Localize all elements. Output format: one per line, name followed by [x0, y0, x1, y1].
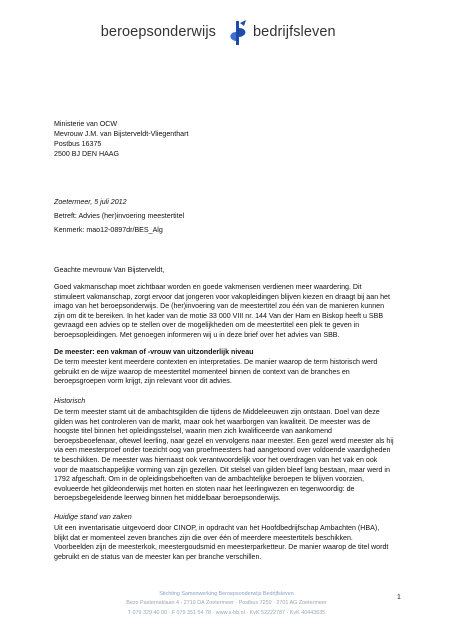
paragraph-line: hoogste titel binnen het opleidingsstelsel, waarin men zich kwalificeerde van aankomend: [54, 427, 333, 436]
letterhead-logo: [0, 24, 453, 50]
paragraph-line: beroepsbeoefenaar, oftewel leerling, naar gezel en vervolgens naar meester. Een gezel werd meester als hij: [54, 436, 394, 445]
paragraph-line: gebruikt en de wijze waarop de meestertitel momenteel binnen de context van de branches en: [54, 367, 350, 376]
paragraph-line: 1792 afgeschaft. Om in de opleidingsbehoeften van de ambachtelijke beroepen te blijven voorzien,: [54, 475, 364, 484]
section-paragraph: [54, 524, 416, 562]
section-paragraph: [54, 358, 416, 387]
paragraph-line: zijn om dit te bereiken. In het kader van de motie 33 000 VIII nr. 144 Van der Ham en Biskop heeft u SBB: [54, 311, 384, 320]
paragraph-line: voor de maatschappelijke vorming van zijn gezellen. Dit stelsel van gilden bleef lang bestaan, maar werd in: [54, 465, 390, 474]
page-number: 1: [397, 594, 401, 601]
section-heading: De meester: een vakman of -vrouw van uitzonderlijk niveau: [54, 348, 254, 356]
address-line: 2500 BJ DEN HAAG: [54, 150, 120, 158]
letter-reference: Kenmerk: mao12-0897dr/BES_Alg: [54, 226, 163, 234]
paragraph-line: Goed vakmanschap moet zichtbaar worden en goede vakmensen verdienen meer waardering. Dit: [54, 283, 362, 291]
paragraph-line: Uit een inventarisatie uitgevoerd door CINOP, in opdracht van het Hoofdbedrijfschap Ambachten (HBA),: [54, 524, 380, 532]
paragraph-line: stimuleert vakmanschap, zorgt ervoor dat jongeren voor vakopleidingen blijven kiezen en draagt bij aan het: [54, 292, 390, 301]
address-line: Postbus 16375: [54, 140, 102, 148]
footer-contact: T 079 329 40 00 · F 079 351 54 78 · www.s-bb.nl · KvK 52222787 · KvK 40443635: [127, 609, 326, 616]
paragraph-line: beroepsgroepen vorm krijgt, zijn relevant voor dit advies.: [54, 377, 232, 386]
paragraph-line: evolueerde het gildeonderwijs met horten en stoten naar het leerlingwezen en tegenwoordig: de: [54, 484, 355, 493]
paragraph-line: De term meester stamt uit de ambachtsgilden die tijdens de Middeleeuwen zijn ontstaan. Doel van deze: [54, 408, 380, 416]
paragraph-line: gebruikt en de status van de meester kan per branche verschillen.: [54, 552, 262, 561]
logo-text-left: beroepsonderwijs: [100, 24, 216, 40]
paragraph-line: Voorbeelden zijn de meesterkok, meestergoudsmid en meesterparketteur. De manier waarop de titel wordt: [54, 543, 389, 552]
salutation: Geachte mevrouw Van Bijsterveldt,: [54, 266, 165, 274]
footer: [0, 590, 453, 618]
section-heading: Historisch: [54, 397, 86, 405]
paragraph-line: gevraagd een advies op te stellen over de mogelijkheden om de meestertitel een plek te geven in: [54, 321, 360, 330]
paragraph-line: via een meesterproef onder toezicht oog van proefmeesters had aangetoond over voldoende vaardigheden: [54, 446, 391, 455]
paragraph-line: gilden was het controleren van de markt, maar ook het waarborgen van kwaliteit. De meester was de: [54, 417, 371, 426]
section-heading: Huidige stand van zaken: [54, 513, 132, 521]
paragraph-line: beroepsbegeleidende leerweg binnen het middelbaar beroepsonderwijs.: [54, 494, 281, 503]
address-line: Ministerie van OCW: [54, 120, 118, 128]
logo-text-right: bedrijfsleven: [253, 24, 336, 40]
section-paragraph: [54, 408, 416, 504]
paragraph-line: imago van het beroepsonderwijs. De (her)invoering van de meestertitel zou één van de manieren kunnen: [54, 302, 385, 311]
footer-organization: Stichting Samenwerking Beroepsonderwijs Bedrijfsleven: [159, 591, 294, 597]
letter-subject: Betreft: Advies (her)invoering meestertitel: [54, 212, 185, 220]
footer-address: Bezo Pasternaklaan 4 · 2719 DA Zoetermeer · Postbus 7259 · 2701 AG Zoetermeer: [126, 600, 327, 607]
letter-date: Zoetermeer, 5 juli 2012: [54, 198, 127, 206]
intro-paragraph: [54, 283, 416, 341]
paragraph-line: beroepsopleidingen. Met genoegen informeren wij u in deze brief over het advies van SBB.: [54, 330, 340, 339]
address-line: Mevrouw J.M. van Bijsterveldt-Vliegenthart: [54, 130, 189, 138]
paragraph-line: te beschikken. De meester was hiernaast ook verantwoordelijk voor het overdragen van het vak en ook: [54, 455, 378, 464]
paragraph-line: De term meester kent meerdere contexten en interpretaties. De manier waarop de term historisch werd: [54, 358, 378, 366]
paragraph-line: blijkt dat er momenteel zeven branches zijn die over één of meerdere meestertitels beschikken.: [54, 533, 353, 542]
logo-mark-icon: [226, 19, 252, 47]
